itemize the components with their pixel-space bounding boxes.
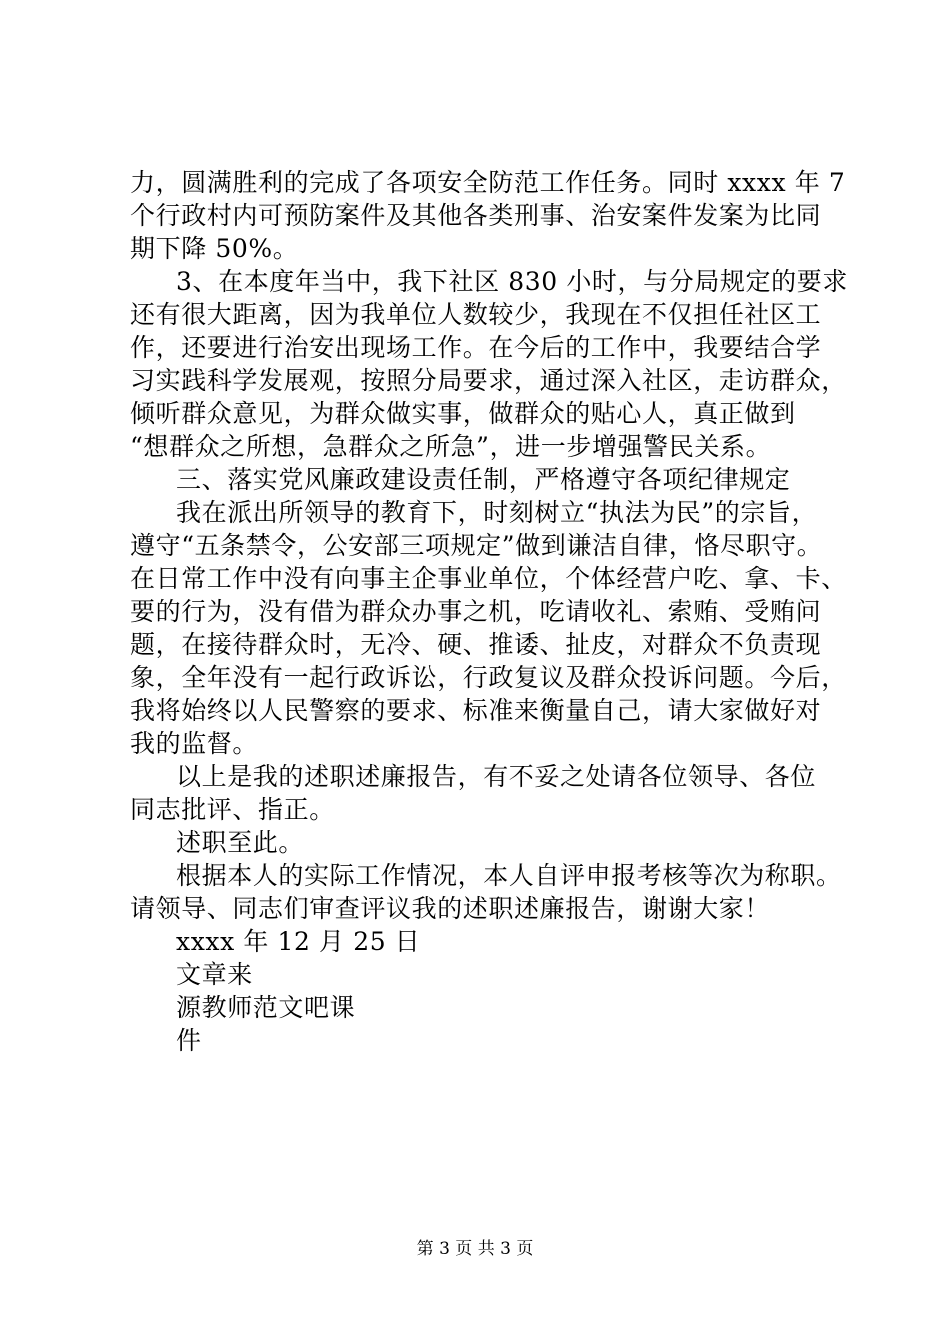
text-line: 期下降 50%。 <box>130 234 299 263</box>
text-line: 还有很大距离，因为我单位人数较少，我现在不仅担任社区工 <box>130 300 822 329</box>
text-line: 我的监督。 <box>130 729 259 758</box>
text-line: 在日常工作中没有向事主企事业单位，个体经营户吃、拿、卡、 <box>130 564 847 593</box>
text-line: “想群众之所想，急群众之所急”，进一步增强警民关系。 <box>130 432 772 461</box>
text-line: 个行政村内可预防案件及其他各类刑事、治安案件发案为比同 <box>130 201 822 230</box>
text-line: 力，圆满胜利的完成了各项安全防范工作任务。同时 xxxx 年 7 <box>130 168 846 197</box>
text-line: 我将始终以人民警察的要求、标准来衡量自己，请大家做好对 <box>130 696 822 725</box>
text-line: 根据本人的实际工作情况，本人自评申报考核等次为称职。 <box>176 861 842 890</box>
text-line: 要的行为，没有借为群众办事之机，吃请收礼、索贿、受贿问 <box>130 597 822 626</box>
text-line: 我在派出所领导的教育下，时刻树立“执法为民”的宗旨， <box>176 498 818 527</box>
text-line: 3、在本度年当中，我下社区 830 小时，与分局规定的要求 <box>176 267 848 296</box>
text-line: 件 <box>176 1026 202 1055</box>
text-line: 遵守“五条禁令，公安部三项规定”做到谦洁自律，恪尽职守。 <box>130 531 823 560</box>
text-line: 以上是我的述职述廉报告，有不妥之处请各位领导、各位 <box>176 762 817 791</box>
text-line: 习实践科学发展观，按照分局要求，通过深入社区，走访群众， <box>130 366 847 395</box>
text-line: 源教师范文吧课 <box>176 993 356 1022</box>
section-heading: 三、落实党风廉政建设责任制，严格遵守各项纪律规定 <box>176 465 791 494</box>
page-number-footer: 第 3 页 共 3 页 <box>416 1239 534 1259</box>
date-line: xxxx 年 12 月 25 日 <box>176 927 421 956</box>
text-line: 倾听群众意见，为群众做实事，做群众的贴心人，真正做到 <box>130 399 796 428</box>
text-line: 作，还要进行治安出现场工作。在今后的工作中，我要结合学 <box>130 333 822 362</box>
text-line: 题，在接待群众时，无冷、硬、推诿、扯皮，对群众不负责现 <box>130 630 822 659</box>
text-line: 述职至此。 <box>176 828 305 857</box>
document-body <box>130 166 848 1057</box>
text-line: 象，全年没有一起行政诉讼，行政复议及群众投诉问题。今后， <box>130 663 847 692</box>
text-line: 请领导、同志们审查评议我的述职述廉报告，谢谢大家！ <box>130 894 771 923</box>
text-line: 文章来 <box>176 960 253 989</box>
text-line: 同志批评、指正。 <box>130 795 335 824</box>
